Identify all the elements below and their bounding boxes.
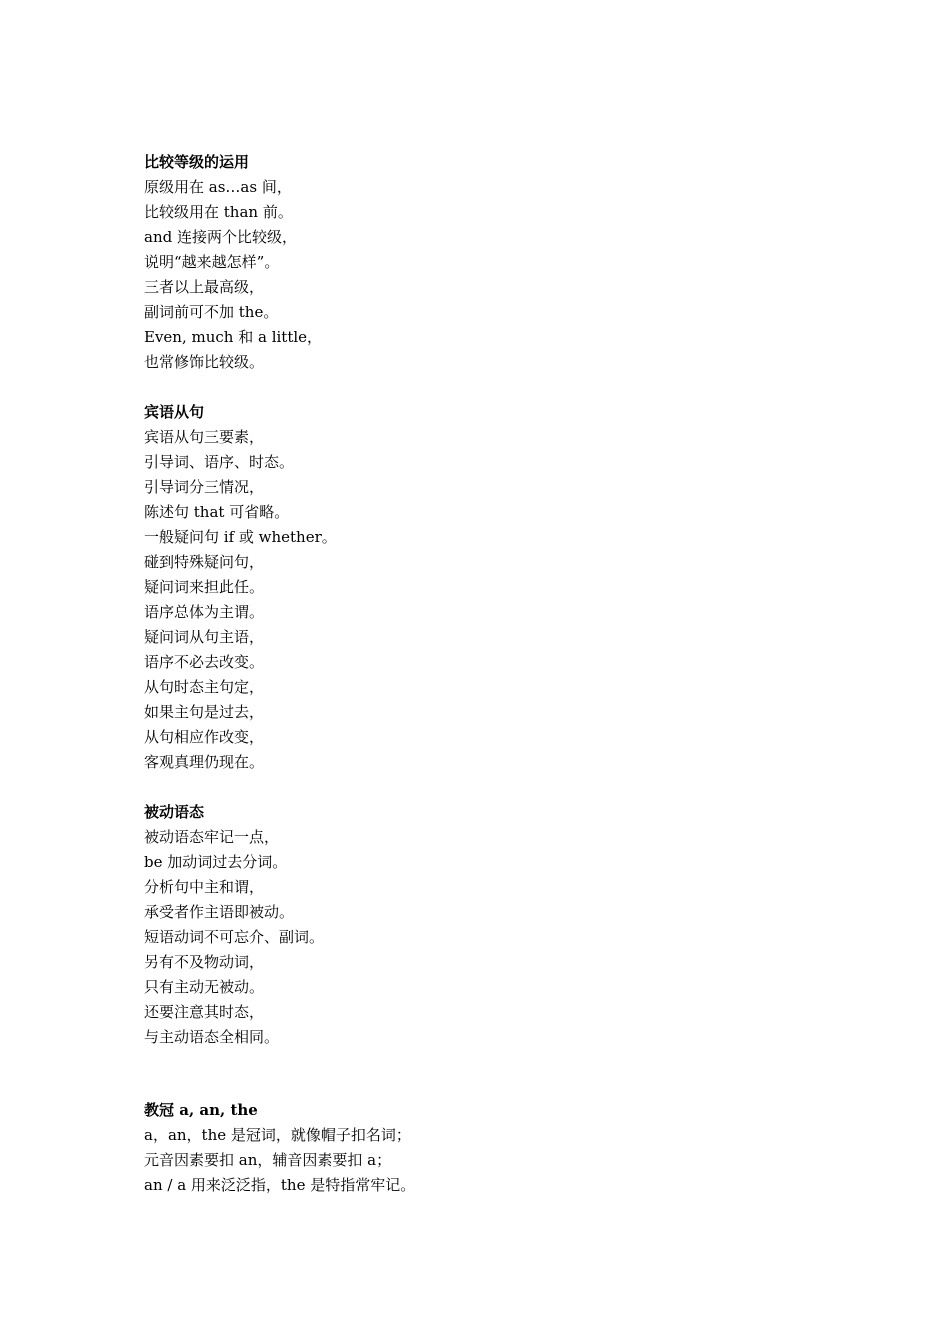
section-heading: 宾语从句 — [144, 403, 205, 421]
section-passive-voice — [144, 800, 844, 1050]
section-heading: 被动语态 — [144, 803, 205, 821]
verse-line: 短语动词不可忘介、副词。 — [144, 928, 325, 946]
verse-line: a，an，the 是冠词，就像帽子扣名词； — [144, 1126, 411, 1144]
verse-line: 三者以上最高级， — [144, 278, 265, 296]
verse-line: 疑问词来担此任。 — [144, 578, 265, 596]
verse-line: 宾语从句三要素， — [144, 428, 265, 446]
verse-line: 从句时态主句定， — [144, 678, 265, 696]
verse-line: 语序总体为主谓。 — [144, 603, 265, 621]
verse-line: 说明“越来越怎样”。 — [144, 253, 280, 271]
section-spacer — [144, 1050, 844, 1098]
section-comparison — [144, 150, 844, 375]
verse-line: 副词前可不加 the。 — [144, 303, 279, 321]
verse-line: 分析句中主和谓， — [144, 878, 265, 896]
section-spacer — [144, 775, 844, 800]
verse-line: 语序不必去改变。 — [144, 653, 265, 671]
verse-line: 碰到特殊疑问句， — [144, 553, 265, 571]
document-page — [144, 150, 844, 1198]
verse-line: 疑问词从句主语， — [144, 628, 265, 646]
verse-line: 只有主动无被动。 — [144, 978, 265, 996]
verse-line: Even, much 和 a little， — [144, 328, 323, 346]
section-heading: 教冠 a, an, the — [144, 1101, 258, 1119]
verse-line: 引导词、语序、时态。 — [144, 453, 295, 471]
verse-line: 被动语态牢记一点， — [144, 828, 280, 846]
section-articles — [144, 1098, 844, 1198]
verse-line: 一般疑问句 if 或 whether。 — [144, 528, 337, 546]
verse-line: 客观真理仍现在。 — [144, 753, 265, 771]
verse-line: and 连接两个比较级， — [144, 228, 297, 246]
verse-line: 元音因素要扣 an，辅音因素要扣 a； — [144, 1151, 392, 1169]
verse-line: 如果主句是过去， — [144, 703, 265, 721]
verse-line: 另有不及物动词， — [144, 953, 265, 971]
verse-line: 从句相应作改变， — [144, 728, 265, 746]
verse-line: 原级用在 as…as 间， — [144, 178, 292, 196]
verse-line: 引导词分三情况， — [144, 478, 265, 496]
verse-line: 与主动语态全相同。 — [144, 1028, 280, 1046]
verse-line: 也常修饰比较级。 — [144, 353, 265, 371]
verse-line: 陈述句 that 可省略。 — [144, 503, 290, 521]
verse-line: an / a 用来泛泛指，the 是特指常牢记。 — [144, 1176, 416, 1194]
section-heading: 比较等级的运用 — [144, 153, 250, 171]
verse-line: 还要注意其时态， — [144, 1003, 265, 1021]
verse-line: 比较级用在 than 前。 — [144, 203, 293, 221]
verse-line: be 加动词过去分词。 — [144, 853, 288, 871]
section-object-clause — [144, 400, 844, 775]
section-spacer — [144, 375, 844, 400]
verse-line: 承受者作主语即被动。 — [144, 903, 295, 921]
